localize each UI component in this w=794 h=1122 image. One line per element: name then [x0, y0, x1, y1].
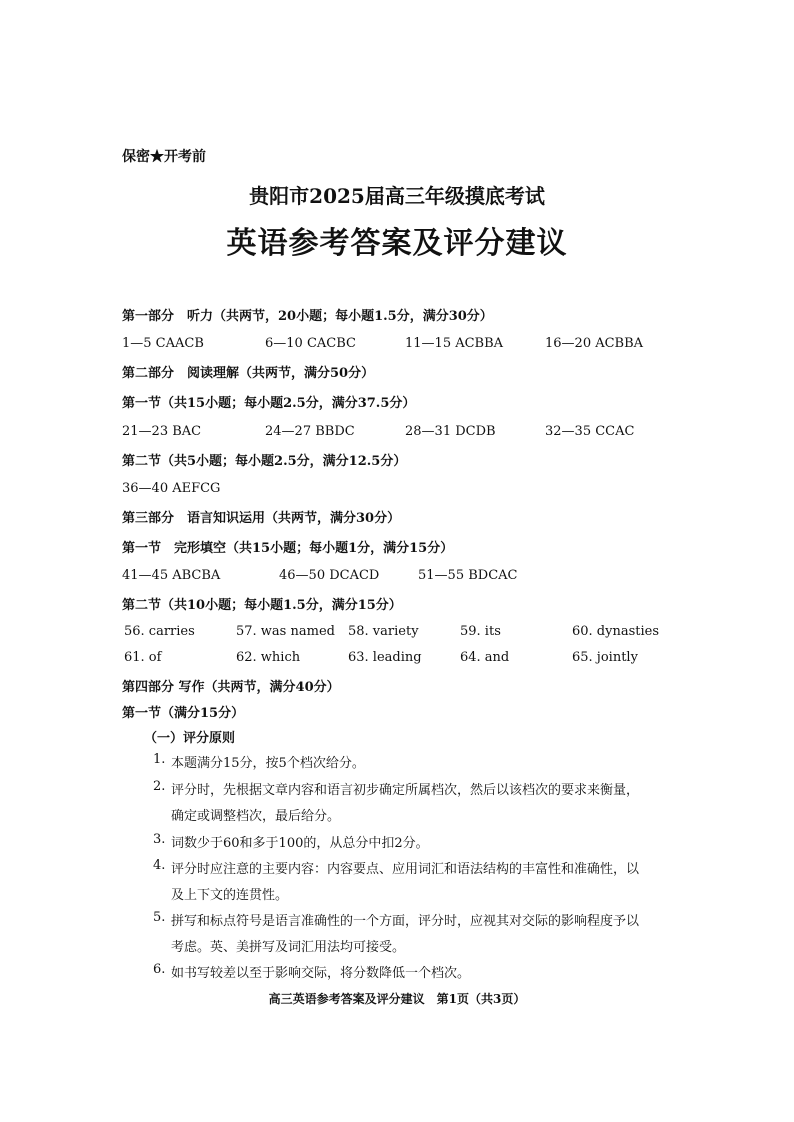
rule-text: 如书写较差以至于影响交际，将分数降低一个档次。 [171, 966, 471, 981]
part2-section2-answers: 36—40 AEFCG [122, 481, 221, 496]
rule-text: 拼写和标点符号是语言准确性的一个方面，评分时，应视其对交际的影响程度予以 [171, 914, 640, 929]
grammar-answer: 57. was named [236, 624, 335, 639]
part2-section1-heading: 第一节（共15小题；每小题2.5分，满分37.5分） [122, 396, 416, 411]
part2-section1-answers-row [122, 424, 682, 442]
rule-text: 本题满分15分，按5个档次给分。 [171, 756, 365, 771]
grammar-answers-row-2 [122, 650, 682, 668]
grammar-answer: 62. which [236, 650, 301, 665]
part3-section2-heading: 第二节（共10小题；每小题1.5分，满分15分） [122, 598, 402, 613]
grammar-answers-row-1 [122, 624, 682, 642]
answer-group: 24—27 BBDC [265, 424, 355, 439]
rule-text: 确定或调整档次，最后给分。 [171, 809, 341, 824]
answer-group: 1—5 CAACB [122, 336, 204, 351]
answer-group: 41—45 ABCBA [122, 568, 221, 583]
rule-number: 5. [153, 910, 166, 925]
answer-group: 51—55 BDCAC [418, 568, 518, 583]
page-footer: 高三英语参考答案及评分建议 第1页（共3页） [268, 992, 526, 1006]
grammar-answer: 59. its [460, 624, 501, 639]
rule-number: 1. [153, 752, 166, 767]
grammar-answer: 63. leading [348, 650, 422, 665]
rule-text: 及上下文的连贯性。 [171, 888, 289, 903]
grammar-answer: 61. of [124, 650, 162, 665]
document-title: 英语参考答案及评分建议 [226, 226, 568, 261]
answer-group: 21—23 BAC [122, 424, 202, 439]
part3-section1-answers-row [122, 568, 682, 586]
part4-heading: 第四部分 写作（共两节，满分40分） [122, 680, 340, 695]
part2-heading: 第二部分 阅读理解（共两节，满分50分） [122, 366, 375, 381]
rule-number: 4. [153, 858, 166, 873]
rule-text: 评分时应注意的主要内容：内容要点、应用词汇和语法结构的丰富性和准确性，以 [171, 862, 640, 877]
grammar-answer: 60. dynasties [572, 624, 660, 639]
answer-group: 11—15 ACBBA [405, 336, 504, 351]
answer-group: 6—10 CACBC [265, 336, 356, 351]
answer-group: 32—35 CCAC [545, 424, 635, 439]
rule-text: 评分时，先根据文章内容和语言初步确定所属档次，然后以该档次的要求来衡量， [171, 783, 640, 798]
exam-title: 贵阳市2025届高三年级摸底考试 [249, 184, 545, 208]
part2-section2-heading: 第二节（共5小题；每小题2.5分，满分12.5分） [122, 454, 407, 469]
grammar-answer: 58. variety [348, 624, 419, 639]
answer-group: 28—31 DCDB [405, 424, 496, 439]
rule-number: 2. [153, 779, 166, 794]
rule-text: 词数少于60和多于100的，从总分中扣2分。 [171, 836, 429, 851]
rule-text: 考虑。英、美拼写及词汇用法均可接受。 [171, 940, 406, 955]
answer-group: 16—20 ACBBA [545, 336, 644, 351]
grammar-answer: 64. and [460, 650, 510, 665]
rule-number: 6. [153, 962, 166, 977]
grammar-answer: 56. carries [124, 624, 195, 639]
part3-section1-heading: 第一节 完形填空（共15小题；每小题1分，满分15分） [122, 541, 454, 556]
part1-answers-row [122, 336, 682, 354]
part1-heading: 第一部分 听力（共两节，20小题；每小题1.5分，满分30分） [122, 309, 493, 324]
confidential-label: 保密★开考前 [122, 149, 206, 165]
answer-group: 46—50 DCACD [279, 568, 380, 583]
part4-section1-heading: 第一节（满分15分） [122, 706, 245, 721]
rule-number: 3. [153, 832, 166, 847]
scoring-rules-title: （一）评分原则 [144, 731, 236, 746]
grammar-answer: 65. jointly [572, 650, 638, 665]
part3-heading: 第三部分 语言知识运用（共两节，满分30分） [122, 511, 401, 526]
